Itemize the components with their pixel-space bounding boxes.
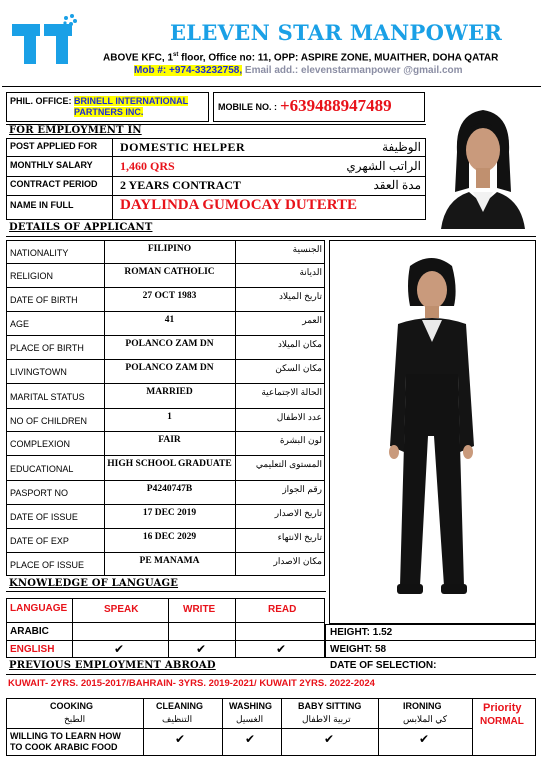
row-divider bbox=[6, 359, 325, 360]
english-write-check: ✔ bbox=[196, 642, 207, 656]
language-english: ENGLISH bbox=[10, 644, 55, 655]
contract-period-arabic: مدة العقد bbox=[373, 178, 421, 192]
monthly-salary-label: MONTHLY SALARY bbox=[10, 160, 93, 170]
language-header-speak: SPEAK bbox=[104, 604, 139, 615]
row-divider bbox=[6, 455, 325, 456]
detail-label: RELIGION bbox=[10, 271, 54, 281]
skill-babysitting-ar: تربية الاطفال bbox=[302, 714, 351, 724]
row-divider bbox=[6, 504, 325, 505]
date-of-selection-label: DATE OF SELECTION: bbox=[330, 660, 437, 671]
detail-label: COMPLEXION bbox=[10, 439, 71, 449]
contract-period-value: 2 YEARS CONTRACT bbox=[120, 178, 241, 192]
priority-value: NORMAL bbox=[480, 716, 524, 727]
detail-label: MARITAL STATUS bbox=[10, 392, 85, 402]
detail-arabic: المستوى التعليمي bbox=[255, 459, 322, 469]
ironing-check: ✔ bbox=[419, 732, 430, 746]
language-section-title: KNOWLEDGE OF LANGUAGE bbox=[9, 578, 179, 589]
priority-label: Priority bbox=[483, 702, 522, 714]
detail-arabic: رقم الجواز bbox=[282, 484, 322, 494]
detail-label: PLACE OF BIRTH bbox=[10, 343, 84, 353]
washing-check: ✔ bbox=[245, 732, 256, 746]
language-header-language: LANGUAGE bbox=[10, 603, 68, 614]
phil-office-value: BRINELL INTERNATIONAL PARTNERS INC. bbox=[74, 96, 189, 117]
row-divider bbox=[6, 287, 325, 288]
detail-label: PLACE OF ISSUE bbox=[10, 560, 85, 570]
detail-value: MARRIED bbox=[146, 387, 193, 397]
detail-arabic: مكان الاصدار bbox=[273, 556, 322, 566]
detail-arabic: تاريخ الاصدار bbox=[274, 508, 322, 518]
employment-history: KUWAIT- 2YRS. 2015-2017/BAHRAIN- 3YRS. 2019-2021/ KUWAIT 2YRS. 2022-2024 bbox=[8, 678, 375, 689]
applicant-section-title: DETAILS OF APPLICANT bbox=[9, 222, 153, 233]
english-speak-check: ✔ bbox=[114, 642, 125, 656]
language-header-write: WRITE bbox=[183, 604, 216, 615]
detail-label: DATE OF BIRTH bbox=[10, 295, 78, 305]
monthly-salary-value: 1,460 QRS bbox=[120, 159, 175, 173]
detail-value: HIGH SCHOOL GRADUATE bbox=[107, 459, 232, 469]
detail-value: PE MANAMA bbox=[139, 556, 200, 566]
skill-cooking-ar: الطبخ bbox=[64, 714, 86, 724]
skill-cooking-en: COOKING bbox=[50, 701, 94, 711]
contract-period-label: CONTRACT PERIOD bbox=[10, 179, 98, 189]
detail-arabic: مكان الميلاد bbox=[277, 339, 322, 349]
company-logo bbox=[8, 10, 78, 66]
row-divider bbox=[6, 311, 325, 312]
row-divider bbox=[6, 431, 325, 432]
previous-employment-title: PREVIOUS EMPLOYMENT ABROAD bbox=[9, 660, 216, 671]
company-address: ABOVE KFC, 1st floor, Office no: 11, OPP: ASPIRE ZONE, MUAITHER, DOHA QATAR bbox=[103, 52, 499, 64]
post-applied-label: POST APPLIED FOR bbox=[10, 141, 98, 151]
detail-value: 1 bbox=[167, 412, 172, 422]
detail-label: PASPORT NO bbox=[10, 488, 69, 498]
phil-office-label: PHIL. OFFICE: bbox=[10, 96, 72, 106]
skill-babysitting-en: BABY SITTING bbox=[298, 701, 362, 711]
detail-arabic: مكان السكن bbox=[275, 363, 322, 373]
detail-value: FILIPINO bbox=[147, 244, 192, 254]
detail-label: DATE OF EXP bbox=[10, 536, 69, 546]
detail-value: POLANCO ZAM DN bbox=[125, 339, 214, 349]
cooking-note: WILLING TO LEARN HOW TO COOK ARABIC FOOD bbox=[10, 731, 121, 752]
applicant-portrait-photo bbox=[431, 92, 535, 229]
height-label: HEIGHT: 1.52 bbox=[330, 627, 393, 638]
detail-arabic: العمر bbox=[302, 315, 322, 325]
email-address: Email add.: elevenstarmanpower @gmail.com bbox=[242, 65, 463, 76]
employment-section-title: FOR EMPLOYMENT IN bbox=[9, 125, 142, 136]
detail-value: 17 DEC 2019 bbox=[142, 508, 197, 518]
height-value: 1.52 bbox=[372, 627, 393, 638]
detail-value: 41 bbox=[164, 315, 175, 325]
row-divider bbox=[6, 408, 325, 409]
row-divider bbox=[6, 480, 325, 481]
mobile-number: Mob #: +974-33232758, bbox=[134, 65, 243, 76]
detail-label: NO OF CHILDREN bbox=[10, 416, 88, 426]
row-divider bbox=[6, 528, 325, 529]
detail-label: NATIONALITY bbox=[10, 248, 69, 258]
detail-value: P4240747B bbox=[146, 484, 193, 494]
company-name: ELEVEN STAR MANPOWER bbox=[170, 20, 503, 45]
detail-value: FAIR bbox=[158, 435, 181, 445]
mobile-label: MOBILE NO. : bbox=[218, 102, 277, 112]
skill-cleaning-ar: التنظيف bbox=[162, 714, 193, 724]
skill-ironing-en: IRONING bbox=[403, 701, 442, 711]
language-header-read: READ bbox=[268, 604, 297, 615]
detail-label: DATE OF ISSUE bbox=[10, 512, 78, 522]
detail-arabic: تاريخ الميلاد bbox=[279, 291, 322, 301]
babysitting-check: ✔ bbox=[324, 732, 335, 746]
detail-arabic: تاريخ الانتهاء bbox=[277, 532, 322, 542]
detail-arabic: الجنسية bbox=[292, 244, 322, 254]
contact-line bbox=[134, 66, 463, 76]
weight-label: WEIGHT: 58 bbox=[330, 644, 387, 655]
cleaning-check: ✔ bbox=[175, 732, 186, 746]
row-divider bbox=[6, 263, 325, 264]
row-divider bbox=[6, 335, 325, 336]
skill-cleaning-en: CLEANING bbox=[156, 701, 203, 711]
detail-value: 27 OCT 1983 bbox=[142, 291, 197, 301]
skill-ironing-ar: كي الملابس bbox=[403, 714, 448, 724]
detail-label: AGE bbox=[10, 319, 30, 329]
language-arabic: ARABIC bbox=[10, 626, 49, 637]
detail-value: ROMAN CATHOLIC bbox=[124, 267, 215, 277]
applicant-full-body-photo bbox=[340, 246, 527, 608]
detail-arabic: لون البشرة bbox=[279, 435, 322, 445]
mobile-value: +639488947489 bbox=[280, 96, 392, 115]
weight-value: 58 bbox=[375, 644, 387, 655]
skill-washing-en: WASHING bbox=[229, 701, 273, 711]
row-divider bbox=[6, 383, 325, 384]
row-divider bbox=[6, 552, 325, 553]
detail-arabic: الديانة bbox=[299, 267, 322, 277]
detail-label: LIVINGTOWN bbox=[10, 367, 67, 377]
detail-arabic: الحالة الاجتماعية bbox=[261, 387, 322, 397]
detail-label: EDUCATIONAL bbox=[10, 464, 74, 474]
post-applied-arabic: الوظيفة bbox=[382, 140, 421, 154]
post-applied-value: DOMESTIC HELPER bbox=[120, 140, 246, 154]
skill-washing-ar: الغسيل bbox=[236, 714, 264, 724]
full-name-label: NAME IN FULL bbox=[10, 200, 74, 210]
detail-arabic: عدد الاطفال bbox=[276, 412, 322, 422]
english-read-check: ✔ bbox=[276, 642, 287, 656]
monthly-salary-arabic: الراتب الشهري bbox=[346, 159, 421, 173]
detail-value: POLANCO ZAM DN bbox=[125, 363, 214, 373]
detail-value: 16 DEC 2029 bbox=[142, 532, 197, 542]
full-name-value: DAYLINDA GUMOCAY DUTERTE bbox=[120, 197, 358, 213]
